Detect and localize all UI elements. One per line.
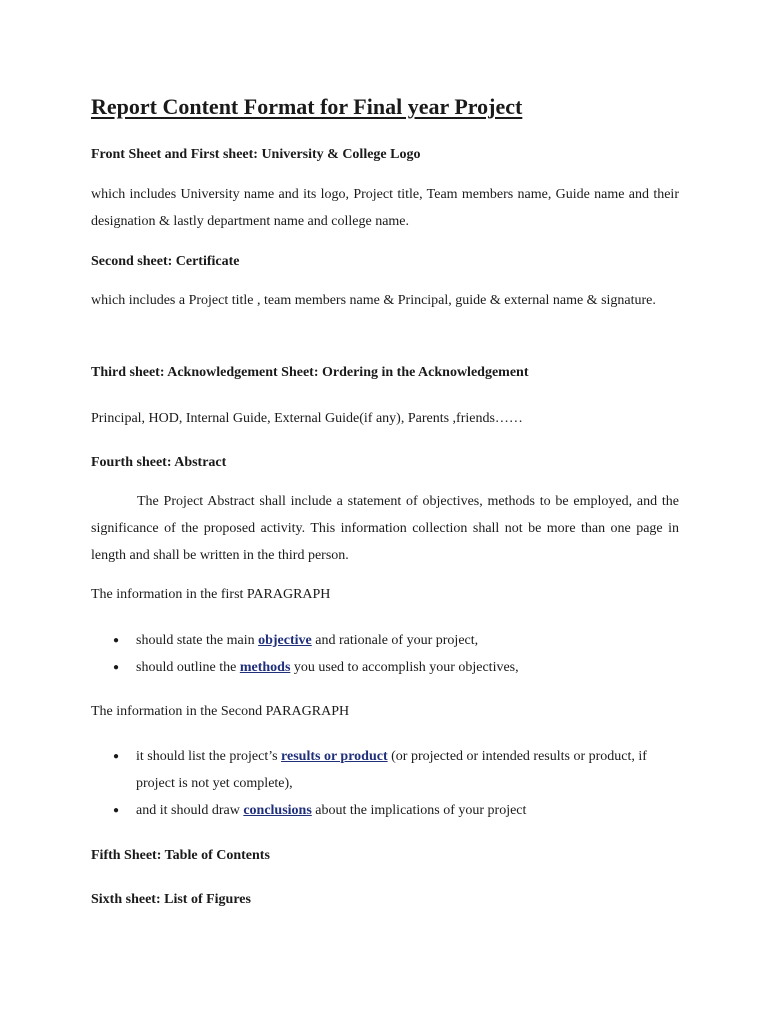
objective-keyword[interactable]: objective xyxy=(258,633,312,648)
fourth-sheet-heading: Fourth sheet: Abstract xyxy=(91,455,227,470)
abstract-text: The Project Abstract shall include a statement of objectives, methods to be employed, and the significance of the proposed activity. This information collection shall not be more than one page in length and shall be written in the third person. xyxy=(91,494,679,563)
second-sheet-heading: Second sheet: Certificate xyxy=(91,254,240,269)
methods-keyword[interactable]: methods xyxy=(239,660,291,675)
document-title: Report Content Format for Final year Project xyxy=(91,94,523,119)
bullet-icon: ● xyxy=(113,635,120,646)
list-item-text-before: should outline the xyxy=(136,660,240,675)
results-or-product-keyword[interactable]: results or product xyxy=(281,749,388,764)
list-item-text-before: it should list the project’s xyxy=(136,749,282,764)
list-item xyxy=(91,627,679,654)
third-sheet-heading: Third sheet: Acknowledgement Sheet: Ordering in the Acknowledgement xyxy=(91,365,529,380)
list-item-text-after: you used to accomplish your objectives, xyxy=(290,660,519,675)
list-item xyxy=(91,797,679,824)
first-paragraph-intro: The information in the first PARAGRAPH xyxy=(91,587,331,602)
list-item-text-after: about the implications of your project xyxy=(311,803,527,818)
front-sheet-heading: Front Sheet and First sheet: University & College Logo xyxy=(91,147,421,162)
fifth-sheet-heading: Fifth Sheet: Table of Contents xyxy=(91,848,270,863)
first-paragraph-list xyxy=(91,627,679,681)
list-item xyxy=(91,654,679,681)
bullet-icon: ● xyxy=(113,805,120,816)
front-sheet-text: which includes University name and its logo, Project title, Team members name, Guide name and their designation & lastly department name and college name. xyxy=(91,187,679,229)
bullet-icon: ● xyxy=(113,662,120,673)
third-sheet-text: Principal, HOD, Internal Guide, External Guide(if any), Parents ,friends…… xyxy=(91,411,523,426)
list-item-text-after: and rationale of your project, xyxy=(311,633,479,648)
document-page xyxy=(91,0,679,1024)
list-item-text-before: and it should draw xyxy=(136,803,244,818)
list-item xyxy=(91,743,679,797)
bullet-icon: ● xyxy=(113,751,120,762)
second-sheet-text: which includes a Project title , team members name & Principal, guide & external name & signature. xyxy=(91,293,656,308)
conclusions-keyword[interactable]: conclusions xyxy=(243,803,312,818)
list-item-text-before: should state the main xyxy=(136,633,259,648)
second-paragraph-intro: The information in the Second PARAGRAPH xyxy=(91,704,350,719)
list-item-text-after: (or projected or intended results or product, if project is not yet complete), xyxy=(136,749,647,791)
second-paragraph-list xyxy=(91,743,679,824)
sixth-sheet-heading: Sixth sheet: List of Figures xyxy=(91,892,251,907)
